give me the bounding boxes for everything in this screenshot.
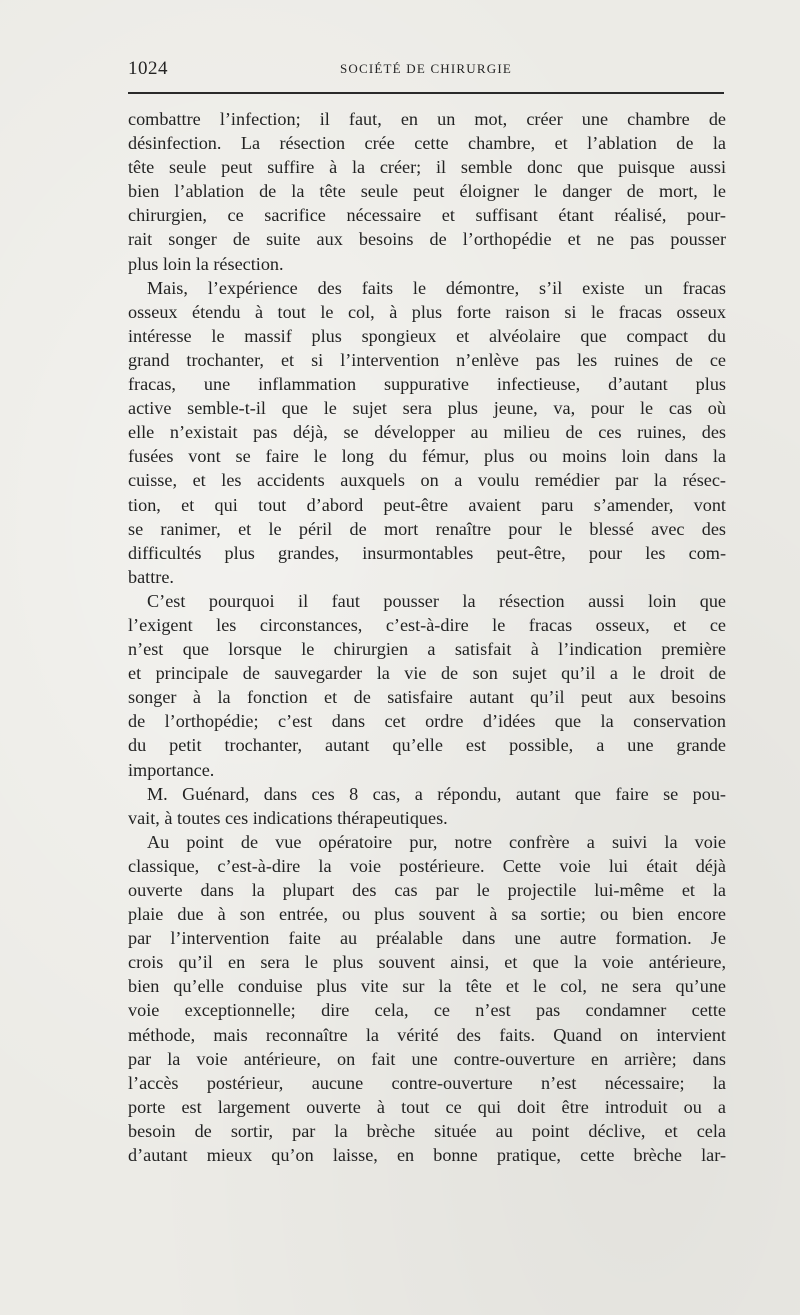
text-line: intéresse le massif plus spongieux et alvéolaire que compact du bbox=[128, 325, 726, 346]
text-line: besoin de sortir, par la brèche située au point déclive, et cela bbox=[128, 1120, 726, 1141]
text-line: méthode, mais reconnaître la vérité des faits. Quand on intervient bbox=[128, 1024, 726, 1045]
text-line: importance. bbox=[128, 759, 215, 780]
text-line: grand trochanter, et si l’intervention n’enlève pas les ruines de ce bbox=[128, 349, 726, 370]
text-line: C’est pourquoi il faut pousser la résection aussi loin que bbox=[147, 590, 726, 611]
text-line: difficultés plus grandes, insurmontables peut-être, pour les com- bbox=[128, 542, 726, 563]
text-line: par la voie antérieure, on fait une contre-ouverture en arrière; dans bbox=[128, 1048, 726, 1069]
text-line: bien qu’elle conduise plus vite sur la tête et le col, ne sera qu’une bbox=[128, 976, 726, 997]
text-line: plus loin la résection. bbox=[128, 253, 284, 274]
text-line: cuisse, et les accidents auxquels on a voulu remédier par la résec- bbox=[128, 470, 726, 491]
text-line: tête seule peut suffire à la créer; il semble donc que puisque aussi bbox=[128, 157, 726, 178]
text-line: de l’orthopédie; c’est dans cet ordre d’idées que la conservation bbox=[128, 711, 726, 732]
text-line: l’accès postérieur, aucune contre-ouverture n’est nécessaire; la bbox=[128, 1072, 726, 1093]
text-line: chirurgien, ce sacrifice nécessaire et suffisant étant réalisé, pour- bbox=[128, 205, 726, 226]
text-line: battre. bbox=[128, 566, 174, 587]
text-line: osseux étendu à tout le col, à plus forte raison si le fracas osseux bbox=[128, 301, 726, 322]
page-number: 1024 bbox=[128, 58, 168, 79]
text-line: d’autant mieux qu’on laisse, en bonne pratique, cette brèche lar- bbox=[128, 1145, 726, 1166]
header-rule bbox=[128, 92, 724, 94]
running-title: SOCIÉTÉ DE CHIRURGIE bbox=[339, 61, 513, 76]
text-line: n’est que lorsque le chirurgien a satisfait à l’indication première bbox=[128, 639, 726, 660]
text-line: voie exceptionnelle; dire cela, ce n’est pas condamner cette bbox=[128, 1000, 726, 1021]
text-line: désinfection. La résection crée cette chambre, et l’ablation de la bbox=[128, 133, 726, 154]
running-head bbox=[128, 58, 724, 80]
text-line: crois qu’il en sera le plus souvent ainsi, et que la voie antérieure, bbox=[128, 952, 726, 973]
text-line: porte est largement ouverte à tout ce qui doit être introduit ou a bbox=[128, 1096, 726, 1117]
text-line: se ranimer, et le péril de mort renaître pour le blessé avec des bbox=[128, 518, 726, 539]
text-line: elle n’existait pas déjà, se développer au milieu de ces ruines, des bbox=[128, 422, 726, 443]
text-line: du petit trochanter, autant qu’elle est possible, a une grande bbox=[128, 735, 726, 756]
text-line: par l’intervention faite au préalable dans une autre formation. Je bbox=[128, 928, 726, 949]
text-line: tion, et qui tout d’abord peut-être avaient paru s’amender, vont bbox=[128, 494, 726, 515]
text-line: active semble-t-il que le sujet sera plus jeune, va, pour le cas où bbox=[128, 398, 726, 419]
text-line: vait, à toutes ces indications thérapeutiques. bbox=[128, 807, 448, 828]
text-line: fusées vont se faire le long du fémur, plus ou moins loin dans la bbox=[128, 446, 726, 467]
text-line: bien l’ablation de la tête seule peut éloigner le danger de mort, le bbox=[128, 181, 726, 202]
text-line: ouverte dans la plupart des cas par le projectile lui-même et la bbox=[128, 880, 726, 900]
text-line: combattre l’infection; il faut, en un mot, créer une chambre de bbox=[128, 109, 726, 129]
text-line: classique, c’est-à-dire la voie postérieure. Cette voie lui était déjà bbox=[128, 855, 726, 876]
text-line: songer à la fonction et de satisfaire autant qu’il peut aux besoins bbox=[128, 687, 726, 708]
text-line: Mais, l’expérience des faits le démontre, s’il existe un fracas bbox=[147, 277, 726, 298]
text-line: M. Guénard, dans ces 8 cas, a répondu, autant que faire se pou- bbox=[147, 783, 726, 804]
text-line: rait songer de suite aux besoins de l’orthopédie et ne pas pousser bbox=[128, 229, 726, 250]
text-line: et principale de sauvegarder la vie de son sujet qu’il a le droit de bbox=[128, 663, 726, 684]
text-line: plaie due à son entrée, ou plus souvent à sa sortie; ou bien encore bbox=[128, 904, 726, 925]
text-line: fracas, une inflammation suppurative infectieuse, d’autant plus bbox=[128, 374, 726, 395]
body-text bbox=[128, 107, 726, 1167]
text-line: Au point de vue opératoire pur, notre confrère a suivi la voie bbox=[147, 831, 726, 852]
text-line: l’exigent les circonstances, c’est-à-dire le fracas osseux, et ce bbox=[128, 614, 726, 635]
